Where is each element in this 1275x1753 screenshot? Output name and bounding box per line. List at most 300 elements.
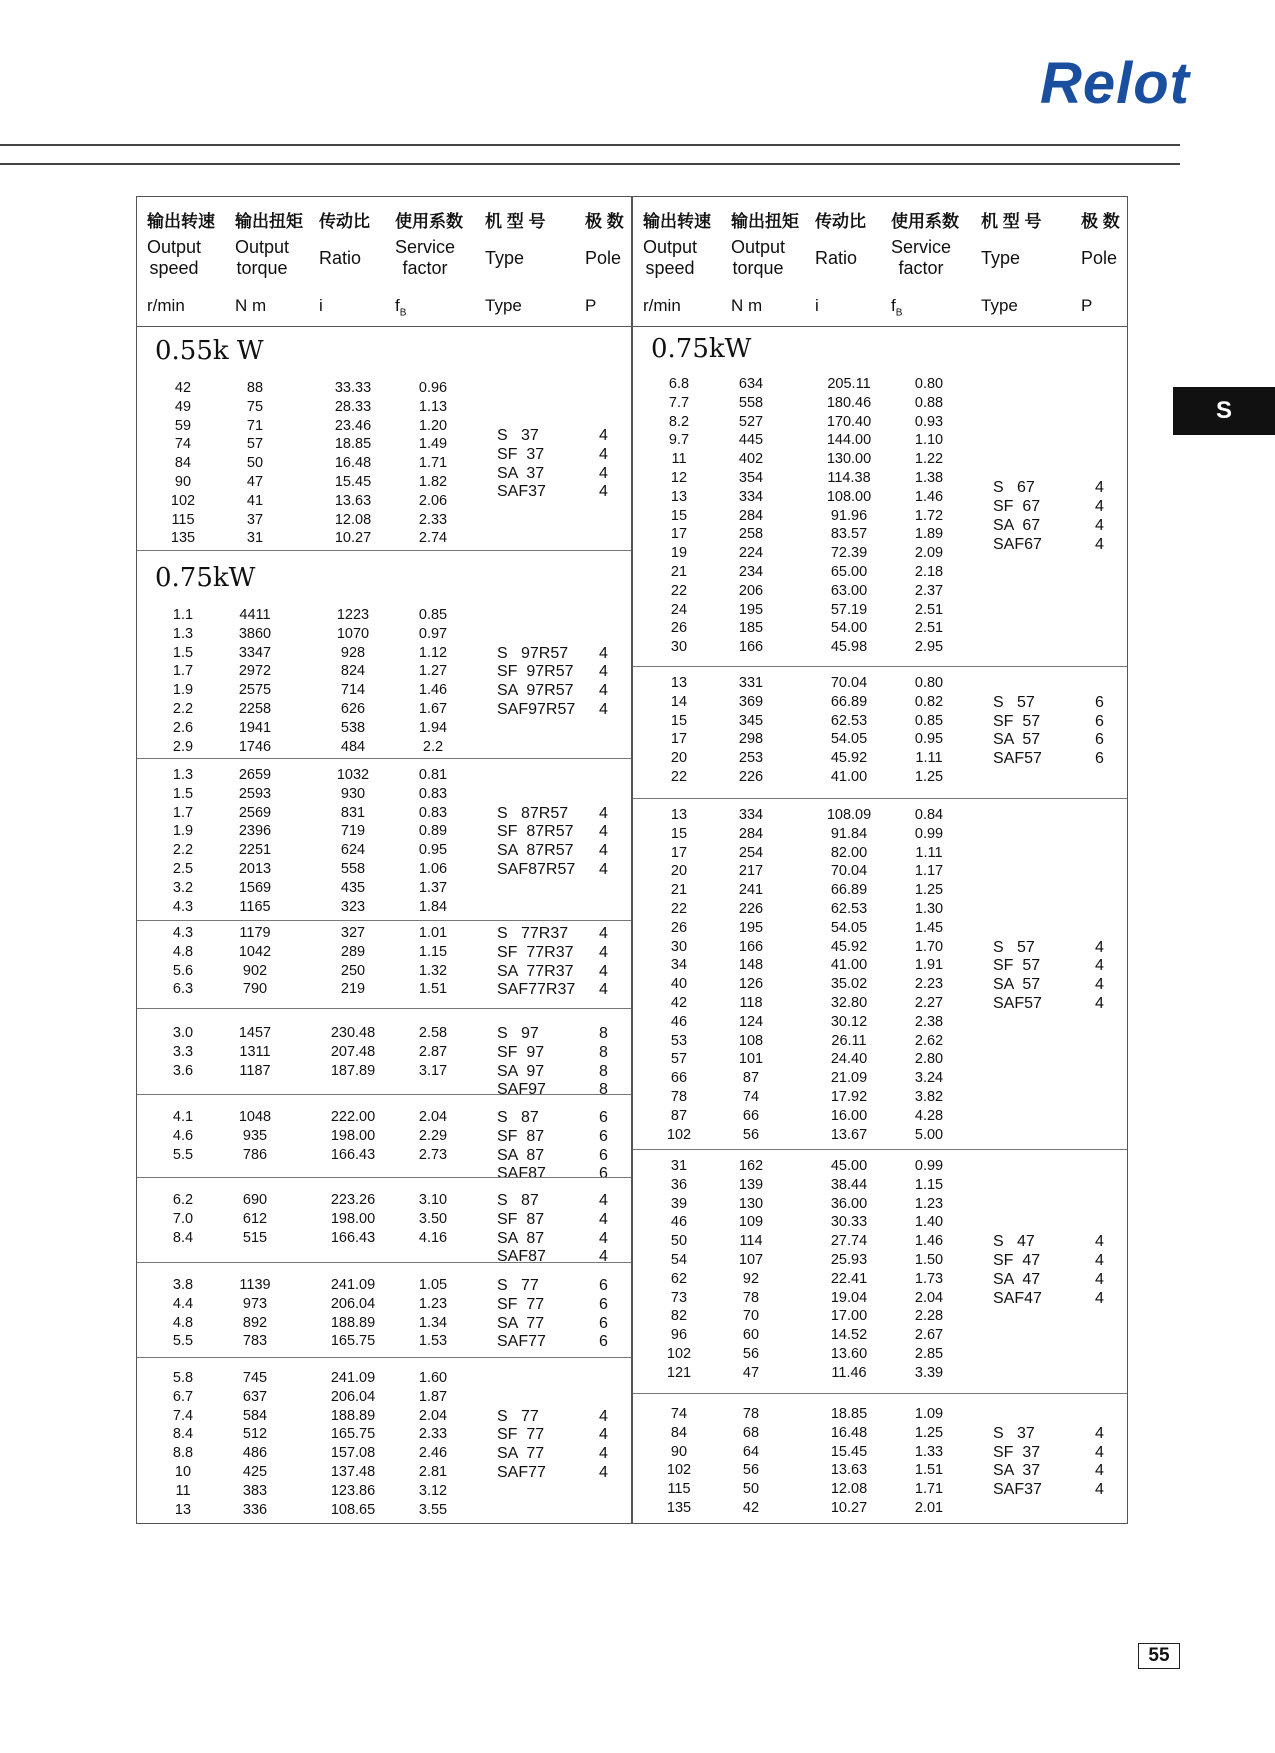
- pole-list: [599, 1408, 608, 1483]
- column-header-cn: 极 数: [585, 212, 624, 231]
- speed-cell: 24: [670, 601, 688, 618]
- table-section: [137, 1094, 631, 1183]
- ratio-cell: 137.48: [330, 1463, 376, 1480]
- type-list: [497, 427, 546, 502]
- ratio-cell: 17.00: [830, 1308, 868, 1325]
- ratio-cell: 222.00: [330, 1109, 376, 1125]
- speed-cell: 1.1: [172, 607, 194, 623]
- factor-cell: 2.04: [914, 1289, 944, 1306]
- speed-cell: 84: [670, 1424, 688, 1441]
- type-item: SAF57: [993, 750, 1042, 768]
- speed-cell: 6.7: [172, 1388, 194, 1405]
- speed-cell: 102: [666, 1126, 692, 1143]
- table-row: [633, 1406, 1127, 1425]
- pole-item: 4: [1095, 479, 1104, 497]
- factor-cell: 1.13: [418, 398, 448, 415]
- factor-cell: 0.95: [418, 842, 448, 859]
- factor-cell: 2.37: [914, 582, 944, 599]
- column-header-en: [1081, 248, 1117, 269]
- speed-cell: 39: [670, 1195, 688, 1212]
- table-row: [633, 826, 1127, 845]
- column-header-en-line: Pole: [585, 248, 622, 268]
- column-header-unit: i: [815, 296, 819, 315]
- factor-cell: 1.73: [914, 1270, 944, 1287]
- torque-cell: 783: [242, 1333, 268, 1350]
- speed-cell: 1.5: [172, 644, 194, 661]
- factor-cell: 5.00: [914, 1126, 944, 1143]
- torque-cell: 107: [738, 1251, 764, 1268]
- speed-cell: 3.2: [172, 879, 194, 896]
- column-header-en: [731, 237, 785, 279]
- type-item: SAF67: [993, 535, 1042, 553]
- ratio-cell: 82.00: [830, 844, 868, 861]
- speed-cell: 8.4: [172, 1426, 194, 1443]
- type-item: S 67: [993, 479, 1035, 497]
- pole-item: 4: [599, 1229, 608, 1247]
- table-row: [633, 845, 1127, 864]
- ratio-cell: 241.09: [330, 1277, 376, 1293]
- factor-cell: 2.04: [418, 1109, 448, 1125]
- factor-cell: 1.37: [418, 879, 448, 896]
- factor-cell: 1.46: [914, 1233, 944, 1250]
- factor-cell: 1.50: [914, 1251, 944, 1268]
- type-item: SA 77: [497, 1314, 545, 1332]
- data-rows: [137, 1025, 631, 1081]
- type-list: [993, 479, 1042, 554]
- column-header-en-line: Output: [643, 237, 698, 257]
- torque-cell: 254: [738, 844, 764, 861]
- column-header-unit: Type: [981, 296, 1018, 315]
- table-row: [633, 1196, 1127, 1215]
- speed-cell: 17: [670, 526, 688, 543]
- ratio-cell: 13.67: [830, 1126, 868, 1143]
- table-row: [633, 1252, 1127, 1271]
- ratio-cell: 32.80: [830, 994, 868, 1011]
- speed-cell: 6.3: [172, 981, 194, 998]
- type-list: [497, 1109, 546, 1184]
- column-header-cn: 输出扭矩: [235, 212, 303, 231]
- speed-cell: 7.0: [172, 1210, 194, 1227]
- table-row: [633, 1051, 1127, 1070]
- type-item: SAF37: [993, 1481, 1042, 1499]
- speed-cell: 1.9: [172, 682, 194, 699]
- data-rows: [633, 376, 1127, 658]
- ratio-cell: 72.39: [830, 545, 868, 562]
- speed-cell: 40: [670, 976, 688, 993]
- column-header-cn: 机 型 号: [485, 212, 546, 231]
- factor-cell: 1.27: [418, 663, 448, 680]
- pole-item: 4: [1095, 976, 1104, 994]
- type-list: [497, 1192, 546, 1267]
- ratio-cell: 1223: [336, 607, 370, 623]
- torque-cell: 92: [742, 1270, 760, 1287]
- speed-cell: 13: [670, 807, 688, 823]
- ratio-cell: 157.08: [330, 1445, 376, 1462]
- factor-cell: 2.28: [914, 1308, 944, 1325]
- ratio-cell: 14.52: [830, 1327, 868, 1344]
- torque-cell: 298: [738, 731, 764, 748]
- speed-cell: 135: [666, 1499, 692, 1516]
- factor-cell: 0.80: [914, 376, 944, 392]
- data-rows: [633, 675, 1127, 788]
- torque-cell: 31: [246, 530, 264, 547]
- table-row: [633, 1327, 1127, 1346]
- ratio-cell: 45.92: [830, 938, 868, 955]
- ratio-cell: 626: [340, 700, 366, 717]
- column-header-unit: i: [319, 296, 323, 315]
- type-item: SA 57: [993, 976, 1041, 994]
- table-section: [633, 326, 1127, 666]
- type-item: SAF77: [497, 1463, 546, 1481]
- torque-cell: 78: [742, 1406, 760, 1422]
- pole-item: 4: [1095, 516, 1104, 534]
- torque-cell: 973: [242, 1295, 268, 1312]
- table-row: [137, 1483, 631, 1502]
- ratio-cell: 187.89: [330, 1062, 376, 1079]
- ratio-cell: 108.65: [330, 1501, 376, 1518]
- ratio-cell: 206.04: [330, 1295, 376, 1312]
- torque-cell: 87: [742, 1070, 760, 1087]
- ratio-cell: 13.63: [334, 492, 372, 509]
- speed-cell: 4.8: [172, 1314, 194, 1331]
- pole-item: 4: [599, 1210, 608, 1228]
- torque-cell: 515: [242, 1229, 268, 1246]
- speed-cell: 34: [670, 957, 688, 974]
- column-header-en-line: Service: [891, 237, 952, 257]
- factor-cell: 2.09: [914, 545, 944, 562]
- speed-cell: 4.1: [172, 1109, 194, 1125]
- factor-cell: 0.85: [914, 712, 944, 729]
- type-list: [497, 1025, 546, 1100]
- ratio-cell: 327: [340, 925, 366, 941]
- data-rows: [633, 807, 1127, 1145]
- factor-cell: 1.87: [418, 1388, 448, 1405]
- column-header-en-line: Type: [485, 248, 525, 268]
- table-row: [633, 470, 1127, 489]
- type-item: S 87: [497, 1109, 539, 1126]
- table-row: [137, 1426, 631, 1445]
- factor-cell: 0.89: [418, 823, 448, 840]
- torque-cell: 41: [246, 492, 264, 509]
- table-row: [633, 769, 1127, 788]
- speed-cell: 102: [170, 492, 196, 509]
- ratio-cell: 323: [340, 898, 366, 915]
- table-row: [633, 639, 1127, 658]
- column-header-en: [981, 248, 1020, 269]
- pole-item: 4: [1095, 498, 1104, 516]
- type-item: S 47: [993, 1233, 1035, 1251]
- column-header-unit: Type: [485, 296, 522, 315]
- pole-item: 4: [599, 700, 608, 718]
- torque-cell: 206: [738, 582, 764, 599]
- torque-cell: 68: [742, 1424, 760, 1441]
- speed-cell: 49: [174, 398, 192, 415]
- pole-item: 4: [599, 682, 608, 700]
- speed-cell: 11: [175, 1482, 191, 1499]
- table-row: [137, 1464, 631, 1483]
- table-row: [137, 1389, 631, 1408]
- ratio-cell: 70.04: [830, 863, 868, 880]
- speed-cell: 90: [670, 1443, 688, 1460]
- torque-cell: 786: [242, 1146, 268, 1163]
- pole-list: [599, 1277, 608, 1352]
- ratio-cell: 57.19: [830, 601, 868, 618]
- speed-cell: 59: [174, 417, 192, 434]
- table-row: [633, 620, 1127, 639]
- pole-item: 6: [599, 1109, 608, 1126]
- speed-cell: 42: [670, 994, 688, 1011]
- factor-cell: 1.25: [914, 768, 944, 785]
- ratio-cell: 230.48: [330, 1025, 376, 1041]
- torque-cell: 1457: [238, 1025, 272, 1041]
- factor-cell: 2.04: [418, 1407, 448, 1424]
- factor-cell: 1.82: [418, 473, 448, 490]
- ratio-cell: 66.89: [830, 693, 868, 710]
- column-header-unit: r/min: [643, 296, 681, 315]
- torque-cell: 1311: [239, 1043, 271, 1060]
- ratio-cell: 30.33: [830, 1214, 868, 1231]
- speed-cell: 19: [670, 545, 688, 562]
- table-row: [633, 1365, 1127, 1384]
- speed-cell: 87: [670, 1107, 688, 1124]
- type-item: S 57: [993, 938, 1035, 956]
- factor-cell: 0.85: [418, 607, 448, 623]
- ratio-cell: 250: [340, 962, 366, 979]
- table-row: [137, 455, 631, 474]
- factor-cell: 1.71: [418, 455, 448, 472]
- speed-cell: 5.5: [172, 1146, 194, 1163]
- type-item: SAF77: [497, 1333, 546, 1351]
- torque-cell: 56: [742, 1126, 760, 1143]
- speed-cell: 31: [670, 1158, 688, 1174]
- column-header-cn: 使用系数: [891, 212, 959, 231]
- pole-item: 6: [1095, 731, 1104, 749]
- table-row: [137, 739, 631, 758]
- table-row: [633, 976, 1127, 995]
- ratio-cell: 435: [340, 879, 366, 896]
- ratio-cell: 289: [340, 943, 366, 960]
- ratio-cell: 188.89: [330, 1407, 376, 1424]
- ratio-cell: 70.04: [830, 675, 868, 691]
- table-row: [137, 767, 631, 786]
- type-item: SF 97R57: [497, 663, 574, 681]
- ratio-cell: 714: [340, 682, 366, 699]
- torque-cell: 902: [242, 962, 268, 979]
- factor-cell: 1.51: [914, 1462, 944, 1479]
- table-row: [633, 1346, 1127, 1365]
- column-header-en: [319, 248, 361, 269]
- type-item: SA 77: [497, 1445, 545, 1463]
- torque-cell: 527: [738, 413, 764, 430]
- torque-cell: 1746: [238, 738, 272, 755]
- factor-cell: 1.11: [915, 844, 943, 861]
- factor-cell: 1.12: [418, 644, 448, 661]
- factor-cell: 1.72: [914, 507, 944, 524]
- torque-cell: 334: [738, 807, 764, 823]
- table-row: [633, 1308, 1127, 1327]
- ratio-cell: 1032: [336, 767, 370, 783]
- ratio-cell: 219: [340, 981, 366, 998]
- pole-item: 6: [599, 1277, 608, 1294]
- speed-cell: 22: [670, 582, 688, 599]
- table-row: [633, 1500, 1127, 1519]
- type-item: SF 47: [993, 1251, 1041, 1269]
- factor-cell: 0.88: [914, 394, 944, 411]
- table-row: [633, 1290, 1127, 1309]
- torque-cell: 3860: [238, 625, 272, 642]
- table-row: [137, 899, 631, 918]
- column-header-unit: P: [585, 296, 597, 315]
- column-header-cn: 输出转速: [643, 212, 711, 231]
- speed-cell: 8.8: [172, 1445, 194, 1462]
- factor-cell: 2.81: [418, 1463, 448, 1480]
- column-header-en: [235, 237, 289, 279]
- factor-cell: 0.80: [914, 675, 944, 691]
- column-header-en: [395, 237, 455, 279]
- ratio-cell: 18.85: [334, 436, 372, 453]
- ratio-cell: 144.00: [826, 432, 872, 449]
- table-row: [633, 1444, 1127, 1463]
- column-header-en: [891, 237, 951, 279]
- ratio-cell: 45.92: [830, 750, 868, 767]
- table-row: [633, 807, 1127, 826]
- type-item: SF 57: [993, 957, 1041, 975]
- torque-cell: 892: [242, 1314, 268, 1331]
- pole-item: 4: [1095, 1289, 1104, 1307]
- factor-cell: 0.99: [914, 825, 944, 842]
- column-header-cn: 使用系数: [395, 212, 463, 231]
- type-item: S 97R57: [497, 644, 569, 662]
- table-row: [137, 1192, 631, 1211]
- ratio-cell: 15.45: [334, 473, 372, 490]
- table-row: [633, 414, 1127, 433]
- table-row: [633, 694, 1127, 713]
- factor-cell: 2.46: [418, 1445, 448, 1462]
- pole-item: 8: [599, 1062, 608, 1080]
- factor-cell: 1.34: [418, 1314, 448, 1331]
- type-item: SA 87: [497, 1146, 545, 1164]
- ratio-cell: 831: [340, 804, 366, 821]
- speed-cell: 15: [670, 712, 688, 729]
- torque-cell: 195: [738, 919, 764, 936]
- speed-cell: 96: [670, 1327, 688, 1344]
- table-row: [137, 399, 631, 418]
- column-header-en-line: Output: [147, 237, 202, 257]
- header-rule-bottom: [0, 163, 1180, 165]
- table-row: [137, 512, 631, 531]
- torque-cell: 354: [738, 469, 764, 486]
- data-rows: [137, 1370, 631, 1520]
- column-header-cn: 输出扭矩: [731, 212, 799, 231]
- factor-cell: 3.82: [914, 1088, 944, 1105]
- factor-cell: 2.2: [422, 738, 444, 755]
- torque-cell: 162: [738, 1158, 764, 1174]
- pole-list: [1095, 1425, 1104, 1500]
- type-item: S 87: [497, 1192, 539, 1209]
- factor-cell: 4.16: [418, 1229, 448, 1246]
- speed-cell: 62: [670, 1270, 688, 1287]
- pole-item: 4: [1095, 957, 1104, 975]
- speed-cell: 73: [670, 1289, 688, 1306]
- pole-item: 4: [1095, 938, 1104, 956]
- table-row: [633, 939, 1127, 958]
- torque-cell: 74: [742, 1088, 760, 1105]
- torque-cell: 512: [242, 1426, 268, 1443]
- factor-cell: 3.39: [914, 1364, 944, 1381]
- torque-cell: 284: [738, 507, 764, 524]
- torque-cell: 2659: [238, 767, 272, 783]
- factor-cell: 2.51: [914, 620, 944, 637]
- ratio-cell: 54.05: [830, 731, 868, 748]
- torque-cell: 790: [242, 981, 268, 998]
- type-item: S 77: [497, 1407, 539, 1425]
- factor-cell: 2.33: [418, 511, 448, 528]
- torque-cell: 60: [742, 1327, 760, 1344]
- torque-cell: 1569: [238, 879, 272, 896]
- factor-cell: 1.89: [914, 526, 944, 543]
- ratio-cell: 558: [340, 860, 366, 877]
- torque-cell: 745: [242, 1370, 268, 1386]
- pole-list: [1095, 694, 1104, 769]
- table-row: [137, 1230, 631, 1249]
- factor-cell: 3.12: [418, 1482, 448, 1499]
- table-row: [633, 583, 1127, 602]
- pole-item: 4: [599, 1463, 608, 1481]
- pole-item: 4: [599, 1445, 608, 1463]
- speed-cell: 2.9: [172, 738, 194, 755]
- torque-cell: 1187: [239, 1062, 271, 1079]
- torque-cell: 78: [742, 1289, 760, 1306]
- ratio-cell: 16.48: [830, 1424, 868, 1441]
- ratio-cell: 65.00: [830, 563, 868, 580]
- table-row: [633, 1177, 1127, 1196]
- header-rule-top: [0, 144, 1180, 146]
- ratio-cell: 170.40: [826, 413, 872, 430]
- left-selection-table: [136, 196, 632, 1524]
- speed-cell: 2.6: [172, 719, 194, 736]
- factor-cell: 0.84: [914, 807, 944, 823]
- speed-cell: 7.4: [172, 1407, 194, 1424]
- pole-item: 4: [1095, 1270, 1104, 1288]
- table-section: [137, 1177, 631, 1266]
- torque-cell: 64: [742, 1443, 760, 1460]
- speed-cell: 8.2: [668, 413, 690, 430]
- torque-cell: 71: [246, 417, 264, 434]
- ratio-cell: 18.85: [830, 1406, 868, 1422]
- table-row: [137, 1063, 631, 1082]
- speed-cell: 11: [671, 451, 687, 468]
- table-row: [137, 493, 631, 512]
- table-row: [633, 713, 1127, 732]
- type-item: SA 97R57: [497, 682, 574, 700]
- ratio-cell: 1070: [336, 625, 370, 642]
- type-item: SA 87: [497, 1229, 545, 1247]
- pole-item: 4: [599, 1248, 608, 1266]
- speed-cell: 6.8: [668, 376, 690, 392]
- speed-cell: 84: [174, 455, 192, 472]
- ratio-cell: 165.75: [330, 1426, 376, 1443]
- column-header-en-line: Ratio: [815, 248, 858, 268]
- pole-item: 4: [1095, 1462, 1104, 1480]
- pole-list: [599, 427, 608, 502]
- torque-cell: 369: [738, 693, 764, 710]
- ratio-cell: 10.27: [830, 1499, 868, 1516]
- table-row: [633, 957, 1127, 976]
- column-header-cn: 传动比: [815, 212, 866, 231]
- column-header-en: [485, 248, 524, 269]
- torque-cell: 558: [738, 394, 764, 411]
- speed-cell: 135: [170, 530, 196, 547]
